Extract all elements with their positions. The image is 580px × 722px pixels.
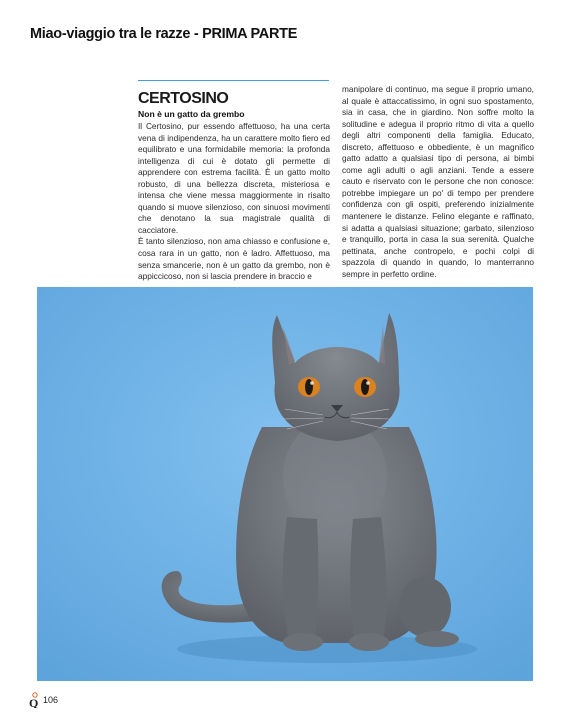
section-subtitle: Non è un gatto da grembo bbox=[138, 109, 245, 119]
article-paragraph: Il Certosino, pur essendo affettuoso, ha una certa vena di indipendenza, ha un carattere molto fiero ed equilibrato e una formidabile memoria: la profonda intelligenza di cui è dotato gli permette di apprendere con estrema facilità. È un gatto molto robusto, di una bellezza discreta, misteriosa e intensa che viene messa maggiormente in risalto quando si muove silenzioso, con sinuosi movimenti che denotano la sua magistrale qualità di cacciatore. bbox=[138, 121, 330, 235]
svg-text:Q: Q bbox=[29, 696, 39, 708]
article-paragraph: manipolare di continuo, ma segue il proprio umano, al quale è attaccatissimo, in ogni suo spostamento, sia in casa, che in giardino. Non soffre molto la solitudine e adegua il proprio ritmo di vita a quello degli altri componenti della famiglia. Educato, discreto, affettuoso e obbediente, è un magnifico gatto adatto a qualsiasi tipo di persona, ai bimbi come agli adulti o agli anziani. Tende a essere cauto e riservato con le persone che non conosce: potrebbe impiegare un po' di tempo per prendere confidenza con gli ospiti, preferendo inizialmente mantenere le distanze. Felino elegante e raffinato, si adatta a qualsiasi situazione; garbato, silenzioso e tranquillo, porta in casa la sua serenità. Qualche pettinata, anche contropelo, e pochi colpi di spazzola di quando in quando, lo manterranno sempre in perfetto ordine. bbox=[342, 84, 534, 279]
magazine-logo-icon bbox=[28, 692, 42, 708]
cat-photo bbox=[37, 287, 533, 681]
page-footer bbox=[28, 692, 58, 708]
section-rule bbox=[138, 80, 329, 81]
page-header-title: Miao-viaggio tra le razze - PRIMA PARTE bbox=[30, 26, 298, 42]
grey-cat-illustration bbox=[37, 287, 533, 681]
section-title: CERTOSINO bbox=[138, 90, 229, 107]
article-paragraph: È tanto silenzioso, non ama chiasso e confusione e, cosa rara in un gatto, non è ladro. Affettuoso, ma senza smancerie, non è un gatto da grembo, non è appiccicoso, non si lascia prendere in braccio e bbox=[138, 236, 330, 282]
article-column-right bbox=[342, 84, 534, 280]
page-number: 106 bbox=[43, 695, 59, 705]
article-column-left bbox=[138, 84, 330, 283]
